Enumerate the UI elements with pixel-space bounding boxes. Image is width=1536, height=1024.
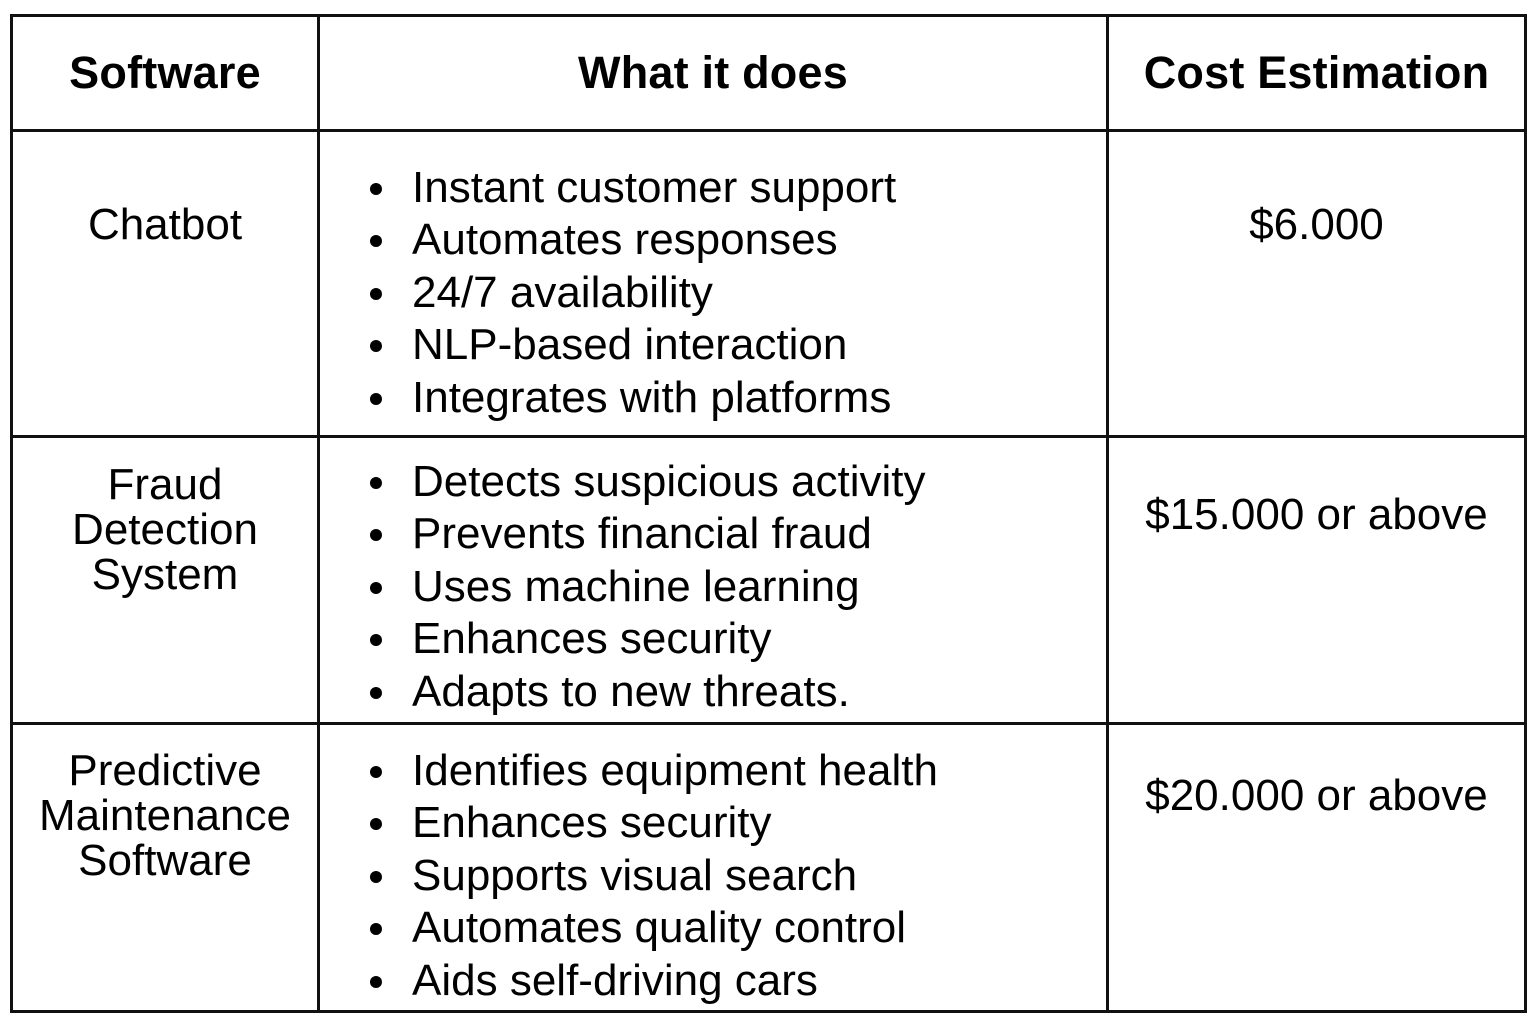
feature-item <box>370 666 1106 718</box>
bullet-dot-icon <box>370 529 382 541</box>
header-row <box>12 16 1526 131</box>
feature-text: Enhances security <box>412 798 772 848</box>
feature-text: Automates quality control <box>412 903 907 953</box>
bullet-dot-icon <box>370 634 382 646</box>
header-what-it-does: What it does <box>319 16 1108 131</box>
table-body <box>12 131 1526 1012</box>
feature-item <box>370 955 1106 1007</box>
feature-text: Instant customer support <box>412 163 897 212</box>
cost-cell <box>1108 131 1526 437</box>
cost-value: $6.000 <box>1249 200 1384 249</box>
feature-item <box>370 214 1106 266</box>
feature-item <box>370 508 1106 560</box>
bullet-dot-icon <box>370 818 382 830</box>
cost-cell <box>1108 724 1526 1012</box>
features-cell <box>319 131 1108 437</box>
feature-list <box>320 132 1106 424</box>
table-row <box>12 131 1526 437</box>
bullet-dot-icon <box>370 871 382 883</box>
feature-text: Enhances security <box>412 614 772 664</box>
bullet-dot-icon <box>370 477 382 489</box>
feature-text: Adapts to new threats. <box>412 666 850 716</box>
software-cost-table <box>10 14 1527 1013</box>
feature-item <box>370 561 1106 613</box>
bullet-dot-icon <box>370 340 382 352</box>
feature-item <box>370 372 1106 424</box>
bullet-dot-icon <box>370 923 382 935</box>
feature-text: Prevents financial fraud <box>412 509 872 559</box>
feature-item <box>370 850 1106 902</box>
feature-text: Integrates with platforms <box>412 372 892 422</box>
feature-text: Aids self-driving cars <box>412 955 818 1005</box>
feature-item <box>370 456 1106 508</box>
feature-item <box>370 267 1106 319</box>
feature-text: Detects suspicious activity <box>412 457 926 506</box>
feature-text: Automates responses <box>412 215 838 265</box>
header-cost-estimation: Cost Estimation <box>1108 16 1526 131</box>
header-software: Software <box>12 16 319 131</box>
bullet-dot-icon <box>370 582 382 594</box>
feature-item <box>370 613 1106 665</box>
cost-value: $20.000 or above <box>1145 771 1488 820</box>
bullet-dot-icon <box>370 766 382 778</box>
table-row <box>12 724 1526 1012</box>
feature-text: Identifies equipment health <box>412 746 938 795</box>
feature-text: NLP-based interaction <box>412 320 848 370</box>
feature-list <box>320 725 1106 1007</box>
software-cell <box>12 437 319 724</box>
software-cell <box>12 724 319 1012</box>
feature-item <box>370 902 1106 954</box>
cost-cell <box>1108 437 1526 724</box>
bullet-dot-icon <box>370 235 382 247</box>
features-cell <box>319 724 1108 1012</box>
bullet-dot-icon <box>370 393 382 405</box>
feature-list <box>320 438 1106 718</box>
feature-item <box>370 319 1106 371</box>
bullet-dot-icon <box>370 183 382 195</box>
software-name: Chatbot <box>87 200 243 249</box>
feature-text: Uses machine learning <box>412 561 860 611</box>
feature-item <box>370 162 1106 214</box>
software-name: Fraud Detection System <box>72 460 258 599</box>
feature-text: 24/7 availability <box>412 267 713 317</box>
bullet-dot-icon <box>370 687 382 699</box>
software-cell <box>12 131 319 437</box>
bullet-dot-icon <box>370 976 382 988</box>
software-name: Predictive Maintenance Software <box>39 746 291 885</box>
feature-item <box>370 797 1106 849</box>
features-cell <box>319 437 1108 724</box>
bullet-dot-icon <box>370 288 382 300</box>
table-row <box>12 437 1526 724</box>
cost-value: $15.000 or above <box>1145 490 1488 539</box>
feature-item <box>370 745 1106 797</box>
table-header <box>12 16 1526 131</box>
feature-text: Supports visual search <box>412 850 858 900</box>
